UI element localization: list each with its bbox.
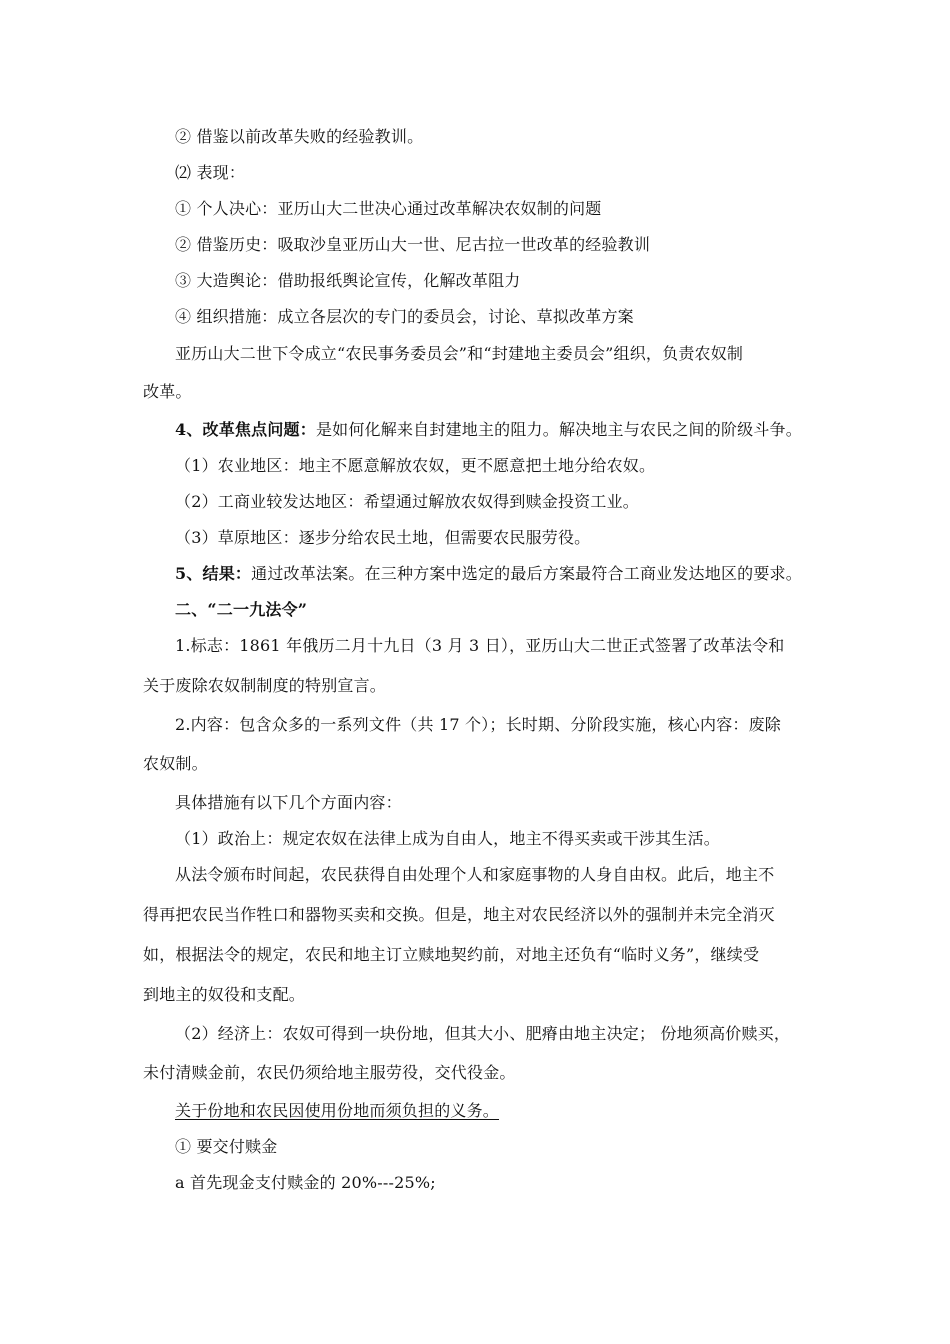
text-line: ② 借鉴以前改革失败的经验教训。 xyxy=(175,127,424,146)
text-line: ⑵ 表现： xyxy=(175,163,246,182)
section-4-text: 是如何化解来自封建地主的阻力。解决地主与农民之间的阶级斗争。 xyxy=(315,420,802,439)
section-5-heading: 5、结果： xyxy=(175,564,252,583)
text-line: 改革。 xyxy=(143,382,192,401)
section-4-heading: 4、改革焦点问题： xyxy=(175,420,316,439)
text-line: （3）草原地区：逐步分给农民土地，但需要农民服劳役。 xyxy=(175,528,591,547)
text-line: （2）经济上：农奴可得到一块份地，但其大小、肥瘠由地主决定； 份地须高价赎买， xyxy=(175,1024,791,1043)
underlined-text-line: 关于份地和农民因使用份地而须负担的义务。 xyxy=(175,1101,500,1120)
text-line: ① 个人决心：亚历山大二世决心通过改革解决农奴制的问题 xyxy=(175,199,602,218)
text-line: 如，根据法令的规定，农民和地主订立赎地契约前，对地主还负有“临时义务”，继续受 xyxy=(143,945,760,964)
text-line: 具体措施有以下几个方面内容： xyxy=(175,793,402,812)
text-line: 1.标志：1861 年俄历二月十九日（3 月 3 日），亚历山大二世正式签署了改革法令和 xyxy=(175,636,785,655)
text-line: ④ 组织措施：成立各层次的专门的委员会，讨论、草拟改革方案 xyxy=(175,307,634,326)
text-line: （2）工商业较发达地区：希望通过解放农奴得到赎金投资工业。 xyxy=(175,492,639,511)
text-line: 2.内容：包含众多的一系列文件（共 17 个）；长时期、分阶段实施，核心内容：废除 xyxy=(175,715,781,734)
text-line: ① 要交付赎金 xyxy=(175,1137,278,1156)
text-line: ② 借鉴历史：吸取沙皇亚历山大一世、尼古拉一世改革的经验教训 xyxy=(175,235,651,254)
section-5-line xyxy=(175,564,825,584)
text-line: 农奴制。 xyxy=(143,754,208,773)
text-line: 未付清赎金前，农民仍须给地主服劳役，交代役金。 xyxy=(143,1063,516,1082)
text-line: （1）农业地区：地主不愿意解放农奴，更不愿意把土地分给农奴。 xyxy=(175,456,656,475)
text-line: 亚历山大二世下令成立“农民事务委员会”和“封建地主委员会”组织，负责农奴制 xyxy=(175,344,744,363)
text-line: 关于废除农奴制制度的特别宣言。 xyxy=(143,676,387,695)
text-line: 到地主的奴役和支配。 xyxy=(143,985,306,1004)
text-line: （1）政治上：规定农奴在法律上成为自由人，地主不得买卖或干涉其生活。 xyxy=(175,829,720,848)
section-5-text: 通过改革法案。在三种方案中选定的最后方案最符合工商业发达地区的要求。 xyxy=(251,564,802,583)
text-line: 从法令颁布时间起，农民获得自由处理个人和家庭事物的人身自由权。此后，地主不 xyxy=(175,865,775,884)
section-heading: 二、“二一九法令” xyxy=(175,600,308,619)
section-4-line xyxy=(175,420,825,440)
text-line: 得再把农民当作牲口和器物买卖和交换。但是，地主对农民经济以外的强制并未完全消灭 xyxy=(143,905,775,924)
text-line: a 首先现金支付赎金的 20%---25%; xyxy=(175,1173,436,1192)
text-line: ③ 大造舆论：借助报纸舆论宣传，化解改革阻力 xyxy=(175,271,521,290)
